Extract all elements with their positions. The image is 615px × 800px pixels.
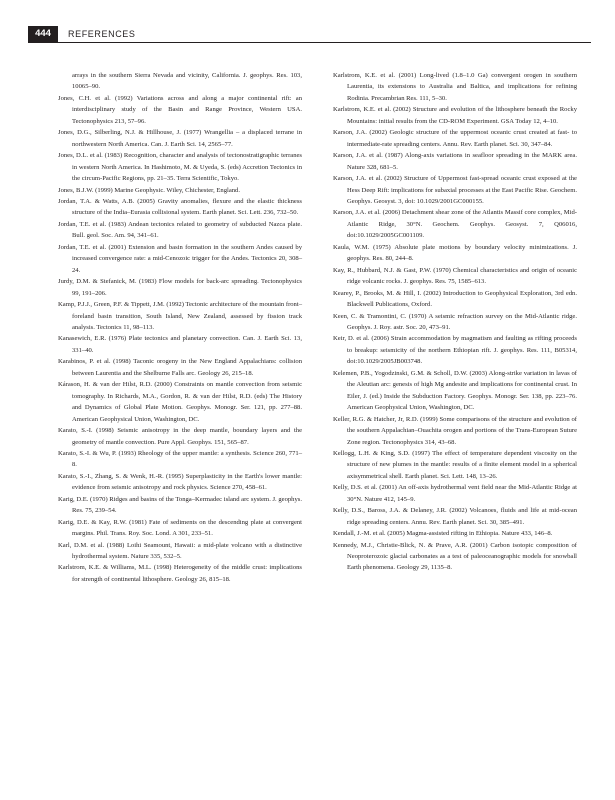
reference-entry: Karato, S.-I. & Wu, P. (1993) Rheology of the upper mantle: a synthesis. Science 260, 771–8. [58, 449, 302, 469]
reference-entry: Karson, J.A. (2002) Geologic structure of the uppermost oceanic crust created at fast- to intermediate-rate spreading centers. Annu. Rev. Earth planet. Sci. 30, 347–84. [333, 129, 577, 148]
reference-entry: Kelly, D.S. et al. (2001) An off-axis hydrothermal vent field near the Mid-Atlantic Ridge at 30°N. Nature 412, 145–9. [333, 484, 577, 503]
reference-entry: Kellogg, L.H. & King, S.D. (1997) The effect of temperature dependent viscosity on the structure of new plumes in the mantle: results of a finite element model in a spherical axisymmetrical shell. Earth planet. Sci. Lett. 148, 13–26. [333, 449, 577, 480]
reference-entry: Karlstrom, K.E. et al. (2001) Long-lived (1.8–1.0 Ga) convergent orogen in southern Laurentia, its extensions to Australia and Baltica, and implications for refining Rodinia. Precambrian Res. 111, 5–30. [333, 72, 577, 102]
running-head-title: REFERENCES [68, 29, 136, 39]
reference-entry: Kárason, H. & van der Hilst, R.D. (2000) Constraints on mantle convection from seismic tomography. In Richards, M.A., Gordon, R. & van der Hilst, R.D. (eds) The History and Dynamics of Global Plate Motion. Geophys. Monogr. Ser. 121, pp. 277–88. American Geophysical Union, Washington, DC. [58, 381, 302, 423]
reference-entry: Kay, R., Hubbard, N.J. & Gast, P.W. (1970) Chemical characteristics and origin of oceanic ridge volcanic rocks. J. geophys. Res. 75, 1585–613. [333, 266, 577, 286]
reference-entry: Keller, R.G. & Hatcher, Jr, R.D. (1999) Some comparisons of the structure and evolution of the southern Appalachian–Ouachita orogen and portions of the Trans-European Suture Zone region. Tectonophysics 314, 43–68. [333, 415, 577, 446]
left-reference-column [58, 70, 302, 585]
reference-entry: Karig, D.E. (1970) Ridges and basins of the Tonga–Kermadec island arc system. J. geophys. Res. 75, 239–54. [58, 495, 302, 515]
reference-entry: Karato, S.-I., Zhang, S. & Wenk, H.-R. (1995) Superplasticity in the Earth's lower mantle: evidence from seismic anisotropy and rock physics. Science 270, 458–61. [58, 472, 302, 492]
reference-entry: Kanasewich, E.R. (1976) Plate tectonics and planetary convection. Can. J. Earth Sci. 13, 331–40. [58, 335, 302, 354]
reference-entry: Kamp, P.J.J., Green, P.F. & Tippett, J.M. (1992) Tectonic architecture of the mountain front–foreland basin transition, South Island, New Zealand, assessed by fission track analysis. Tectonics 11, 98–113. [58, 301, 302, 331]
page-number: 444 [28, 26, 58, 42]
reference-entry: Jones, C.H. et al. (1992) Variations across and along a major continental rift: an interdisciplinary study of the Basin and Range Province, Western USA. Tectonophysics 213, 57–96. [58, 94, 302, 125]
reference-entry: Karato, S.-I. (1998) Seismic anisotropy in the deep mantle, boundary layers and the geometry of mantle convection. Pure Appl. Geophys. 151, 565–87. [58, 427, 302, 446]
reference-entry: Karig, D.E. & Kay, R.W. (1981) Fate of sediments on the descending plate at convergent margins. Phil. Trans. Roy. Soc. Lond. A 301, 233–51. [58, 518, 302, 538]
reference-entry: Kennedy, M.J., Christie-Blick, N. & Prave, A.R. (2001) Carbon isotopic composition of Neoproterozoic glacial carbonates as a test of paleoceanographic models for snowball Earth phenomena. Geology 29, 1135–8. [333, 541, 577, 572]
reference-entry: arrays in the southern Sierra Nevada and vicinity, California. J. geophys. Res. 103, 10065–90. [72, 72, 302, 91]
reference-entry: Karson, J.A. et al. (2002) Structure of Uppermost fast-spread oceanic crust exposed at the Hess Deep Rift: implications for subaxial processes at the East Pacific Rise. Geochem. Geophys. Geosyst. 3, doi: 10.1029/2001GC000155. [333, 175, 577, 205]
reference-entry: Jordan, T.A. & Watts, A.B. (2005) Gravity anomalies, flexure and the elastic thickness structure of the India–Eurasia collisional system. Earth planet. Sci. Lett. 236, 732–50. [58, 197, 302, 217]
reference-entry: Jones, D.L. et al. (1983) Recognition, character and analysis of tectonostratigraphic terranes in western North America. In Hashimoto, M. & Uyeda, S. (eds) Accretion Tectonics in the circum-Pacific Regions, pp. 21–35. Terra Scientific, Tokyo. [58, 152, 302, 183]
reference-entry: Keir, D. et al. (2006) Strain accommodation by magmatism and faulting as rifting proceeds to breakup: seismicity of the northern Ethiopian rift. J. geophys. Res. 111, B05314, doi:10.1029/2005JB003748. [333, 335, 577, 366]
reference-entry: Karlstrom, K.E. & Williams, M.L. (1998) Heterogeneity of the middle crust: implications for strength of continental lithosphere. Geology 26, 815–18. [58, 564, 302, 583]
reference-entry: Karl, D.M. et al. (1988) Loihi Seamount, Hawaii: a mid-plate volcano with a distinctive hydrothermal system. Nature 335, 532–5. [58, 541, 302, 561]
reference-entry: Karlstrom, K.E. et al. (2002) Structure and evolution of the lithosphere beneath the Rocky Mountains: initial results from the CD-ROM Experiment. GSA Today 12, 4–10. [333, 106, 577, 125]
reference-entry: Jones, B.J.W. (1999) Marine Geophysic. Wiley, Chichester, England. [58, 186, 240, 194]
reference-entry: Jones, D.G., Silberling, N.J. & Hillhouse, J. (1977) Wrangellia – a displaced terrane in northwestern North America. Can. J. Earth Sci. 14, 2565–77. [58, 129, 302, 148]
reference-entry: Kelemen, P.B., Yogodzinski, G.M. & Scholl, D.W. (2003) Along-strike variation in lavas of the Aleutian arc: genesis of high Mg andesite and implications for continental crust. In Eiler, J. (ed.) Inside the Subduction Factory. Geophys. Monogr. Ser. 138, pp. 223–76. American Geophysical Union, Washington, DC. [333, 369, 577, 412]
reference-entry: Kaula, W.M. (1975) Absolute plate motions by boundary velocity minimizations. J. geophys. Res. 80, 244–8. [333, 243, 577, 263]
reference-entry: Kelly, D.S., Baross, J.A. & Delaney, J.R. (2002) Volcanoes, fluids and life at mid-ocean ridge spreading centers. Annu. Rev. Earth planet. Sci. 30, 385–491. [333, 507, 577, 526]
reference-entry: Kendall, J.-M. et al. (2005) Magma-assisted rifting in Ethiopia. Nature 433, 146–8. [333, 530, 553, 538]
reference-entry: Jurdy, D.M. & Stefanick, M. (1983) Flow models for back-arc spreading. Tectonophysics 99, 191–206. [58, 278, 302, 297]
reference-entry: Karabinos, P. et al. (1998) Taconic orogeny in the New England Appalachians: collision between Laurentia and the Shelburne Falls arc. Geology 26, 215–18. [58, 358, 302, 377]
reference-entry: Keen, C. & Tramontini, C. (1970) A seismic refraction survey on the Mid-Atlantic ridge. Geophys. J. Roy. astr. Soc. 20, 473–91. [333, 312, 577, 331]
reference-entry: Jordan, T.E. et al. (2001) Extension and basin formation in the southern Andes caused by increased convergence rate: a mid-Cenozoic trigger for the Andes. Tectonics 20, 308–24. [58, 243, 302, 274]
reference-entry: Jordan, T.E. et al. (1983) Andean tectonics related to geometry of subducted Nazca plate. Bull. geol. Soc. Am. 94, 341–61. [58, 220, 302, 240]
reference-entry: Kearey, P., Brooks, M. & Hill, I. (2002) Introduction to Geophysical Exploration, 3rd edn. Blackwell Publications, Oxford. [333, 289, 577, 309]
reference-entry: Karson, J.A. et al. (1987) Along-axis variations in seafloor spreading in the MARK area. Nature 328, 681–5. [333, 152, 577, 171]
reference-entry: Karson, J.A. et al. (2006) Detachment shear zone of the Atlantis Massif core complex, Mid-Atlantic Ridge, 30°N. Geochem. Geophys. Geosyst. 7, Q06016, doi:10.1029/2005GC001109. [333, 209, 577, 240]
running-header [28, 26, 591, 43]
right-reference-column [333, 70, 577, 574]
